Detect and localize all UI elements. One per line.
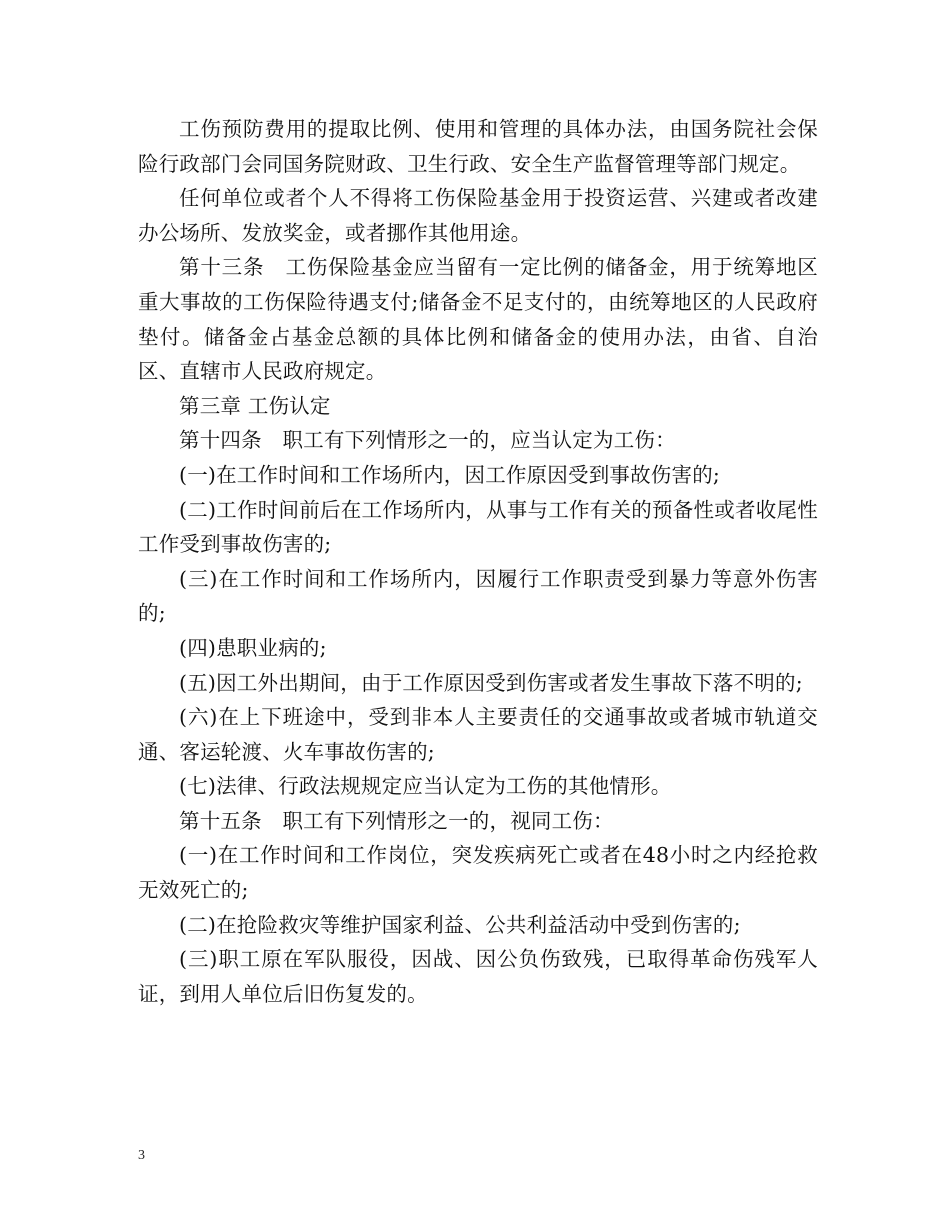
article-15-item-1: (一)在工作时间和工作岗位，突发疾病死亡或者在48小时之内经抢救无效死亡的; (138, 843, 818, 903)
article-14-item-2: (二)工作时间前后在工作场所内，从事与工作有关的预备性或者收尾性工作受到事故伤害的; (138, 497, 818, 557)
page-number: 3 (138, 1148, 145, 1163)
article-14-item-3: (三)在工作时间和工作场所内，因履行工作职责受到暴力等意外伤害的; (138, 566, 818, 626)
paragraph-prevention-fee: 工伤预防费用的提取比例、使用和管理的具体办法，由国务院社会保险行政部门会同国务院财政、卫生行政、安全生产监督管理等部门规定。 (138, 117, 818, 176)
article-14-item-1: (一)在工作时间和工作场所内，因工作原因受到事故伤害的; (179, 462, 721, 487)
article-15-item-2: (二)在抢险救灾等维护国家利益、公共利益活动中受到伤害的; (179, 912, 741, 937)
article-14-item-5: (五)因工外出期间，由于工作原因受到伤害或者发生事故下落不明的; (179, 670, 803, 695)
article-14-item-7: (七)法律、行政法规规定应当认定为工伤的其他情形。 (179, 774, 672, 799)
article-14: 第十四条 职工有下列情形之一的，应当认定为工伤： (179, 428, 676, 453)
article-13: 第十三条 工伤保险基金应当留有一定比例的储备金，用于统筹地区重大事故的工伤保险待遇支付;储备金不足支付的，由统筹地区的人民政府垫付。储备金占基金总额的具体比例和储备金的使用办法，由省、自治区、直辖市人民政府规定。 (138, 255, 818, 384)
article-14-item-6: (六)在上下班途中，受到非本人主要责任的交通事故或者城市轨道交通、客运轮渡、火车事故伤害的; (138, 705, 818, 764)
paragraph-fund-prohibition: 任何单位或者个人不得将工伤保险基金用于投资运营、兴建或者改建办公场所、发放奖金，或者挪作其他用途。 (138, 186, 818, 245)
article-15: 第十五条 职工有下列情形之一的，视同工伤： (179, 808, 614, 833)
article-14-item-4: (四)患职业病的; (179, 635, 327, 660)
document-body (138, 112, 818, 1011)
article-15-item-3: (三)职工原在军队服役，因战、因公负伤致残，已取得革命伤残军人证，到用人单位后旧伤复发的。 (138, 947, 818, 1006)
chapter-heading: 第三章 工伤认定 (179, 393, 331, 418)
